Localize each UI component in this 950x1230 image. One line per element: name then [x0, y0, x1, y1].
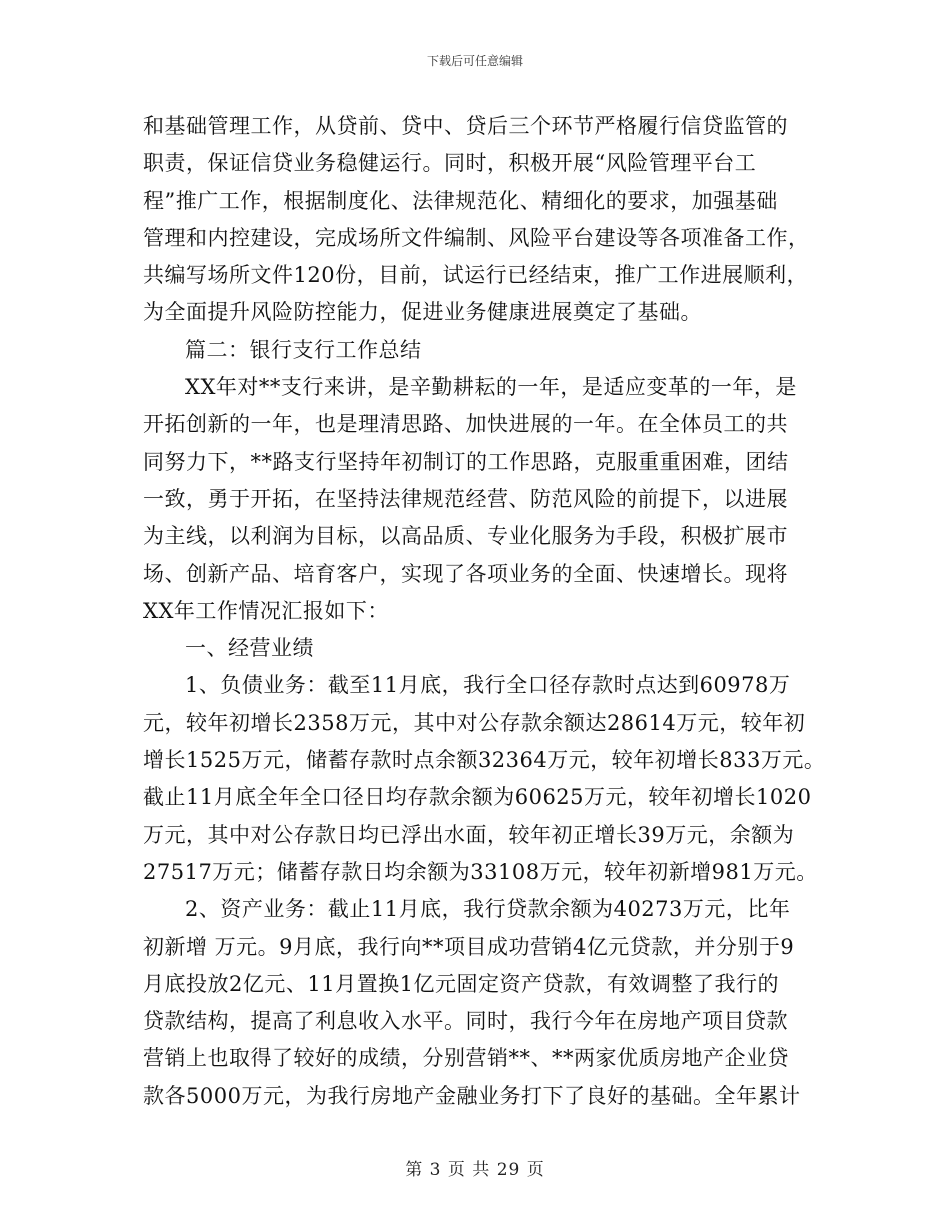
text-line: 程”推广工作，根据制度化、法律规范化、精细化的要求，加强基础	[143, 188, 778, 213]
document-body	[143, 108, 826, 1115]
section-heading: 一、经营业绩	[185, 636, 314, 661]
text-line: 贷款结构，提高了利息收入水平。同时，我行今年在房地产项目贷款	[143, 1009, 788, 1034]
text-line: 款各5000万元，为我行房地产金融业务打下了良好的基础。全年累计	[143, 1083, 801, 1108]
text-line: 初新增 万元。9月底，我行向**项目成功营销4亿元贷款，并分别于9	[143, 934, 795, 959]
text-line: 月底投放2亿元、11月置换1亿元固定资产贷款，有效调整了我行的	[143, 971, 779, 996]
text-line: 管理和内控建设，完成场所文件编制、风险平台建设等各项准备工作，	[143, 225, 810, 250]
text-line: 27517万元；储蓄存款日均余额为33108万元，较年初新增981万元。	[143, 859, 818, 884]
text-line: 和基础管理工作，从贷前、贷中、贷后三个环节严格履行信贷监管的	[143, 114, 788, 138]
text-line: 截止11月底全年全口径日均存款余额为60625万元，较年初增长1020	[143, 785, 812, 810]
text-line: 元，较年初增长2358万元，其中对公存款余额达28614万元，较年初	[143, 710, 806, 735]
text-line: 1、负债业务：截至11月底，我行全口径存款时点达到60978万	[185, 673, 791, 698]
text-line: 场、创新产品、培育客户，实现了各项业务的全面、快速增长。现将	[143, 561, 788, 586]
text-line: 共编写场所文件120份，目前，试运行已经结束，推广工作进展顺利，	[143, 263, 809, 288]
text-line: XX年对**支行来讲，是辛勤耕耘的一年，是适应变革的一年，是	[185, 375, 797, 400]
page-footer-pagination: 第 3 页 共 29 页	[405, 1160, 545, 1180]
section-heading: 篇二：银行支行工作总结	[185, 337, 422, 362]
text-line: 增长1525万元，储蓄存款时点余额32364万元，较年初增长833万元。	[143, 748, 826, 773]
page-header-note: 下载后可任意编辑	[426, 54, 523, 68]
text-line: 职责，保证信贷业务稳健运行。同时，积极开展“风险管理平台工	[143, 151, 757, 176]
text-line: 为全面提升风险防控能力，促进业务健康进展奠定了基础。	[143, 300, 702, 325]
text-line: 营销上也取得了较好的成绩，分别营销**、**两家优质房地产企业贷	[143, 1046, 789, 1071]
text-line: XX年工作情况汇报如下：	[143, 598, 389, 623]
text-line: 万元，其中对公存款日均已浮出水面，较年初正增长39万元，余额为	[143, 822, 795, 847]
text-line: 为主线，以利润为目标，以高品质、专业化服务为手段，积极扩展市	[143, 524, 788, 549]
text-line: 一致，勇于开拓，在坚持法律规范经营、防范风险的前提下，以进展	[143, 486, 788, 511]
text-line: 开拓创新的一年，也是理清思路、加快进展的一年。在全体员工的共	[143, 412, 788, 437]
text-line: 同努力下，**路支行坚持年初制订的工作思路，克服重重困难，团结	[143, 449, 789, 474]
text-line: 2、资产业务：截止11月底，我行贷款余额为40273万元，比年	[185, 897, 791, 922]
